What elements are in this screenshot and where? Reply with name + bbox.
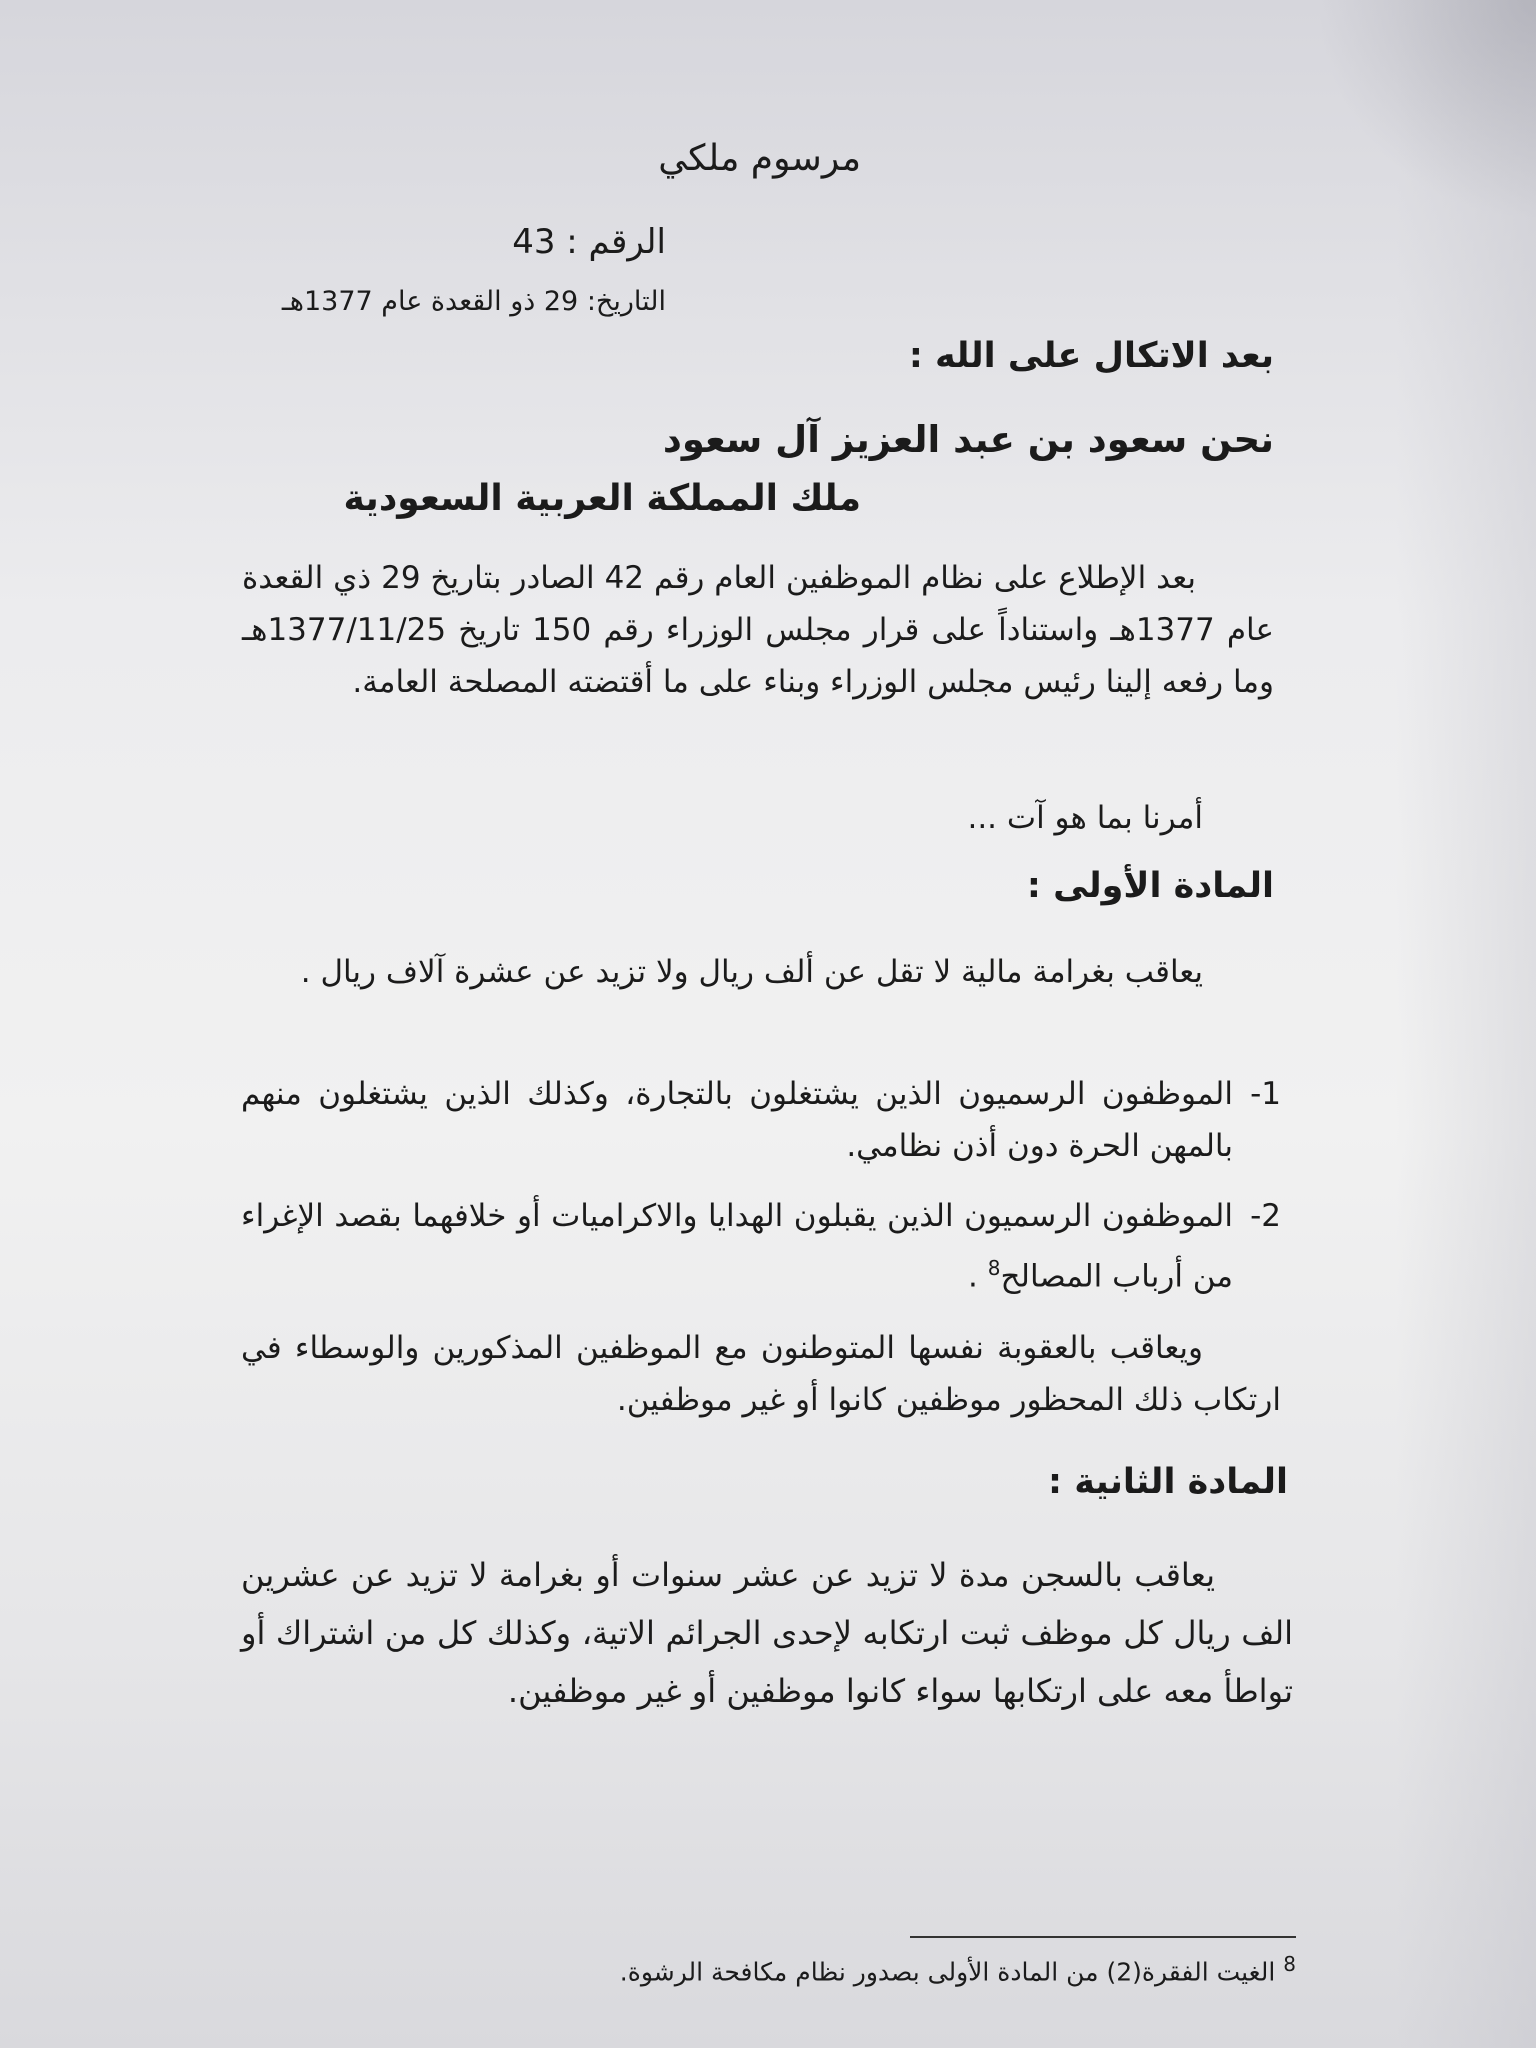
article-1-closing: ويعاقب بالعقوبة نفسها المتوطنون مع الموظفين المذكورين والوسطاء في ارتكاب ذلك المحظور موظفين كانوا أو غير موظفين.	[241, 1330, 1281, 1418]
article-2-text: يعاقب بالسجن مدة لا تزيد عن عشر سنوات أو بغرامة لا تزيد عن عشرين الف ريال كل موظف ثبت ارتكابه لإحدى الجرائم الاتية، وكذلك كل من اشتراك أو تواطأ معه على ارتكابها سواء كانوا موظفين أو غير موظفين.	[241, 1556, 1293, 1710]
article-1-intro: يعاقب بغرامة مالية لا تقل عن ألف ريال ولا تزيد عن عشرة آلاف ريال .	[300, 954, 1203, 990]
list-item-text-body: الموظفون الرسميون الذين يقبلون الهدايا والاكراميات أو خلافهما بقصد الإغراء من أرباب المصالح	[241, 1198, 1233, 1295]
list-item-number: 2-	[1250, 1198, 1281, 1234]
decree-title: مرسوم ملكي	[658, 138, 861, 179]
list-item-text: الموظفون الرسميون الذين يشتغلون بالتجارة، وكذلك الذين يشتغلون منهم بالمهن الحرة دون أذن نظامي.	[241, 1076, 1233, 1164]
king-line: نحن سعود بن عبد العزيز آل سعود	[662, 418, 1274, 461]
footnote-divider	[910, 1936, 1296, 1938]
footnote-mark: 8	[1283, 1952, 1296, 1976]
list-item-end-mark: .	[968, 1258, 978, 1295]
decree-number: الرقم : 43	[512, 222, 666, 262]
opening-line: بعد الاتكال على الله :	[908, 336, 1274, 376]
list-item-number: 1-	[1250, 1076, 1281, 1112]
kingdom-line: ملك المملكة العربية السعودية	[343, 478, 861, 519]
footnote-reference: 8	[987, 1256, 1001, 1280]
footnote-text: الغيت الفقرة(2) من المادة الأولى بصدور نظام مكافحة الرشوة.	[619, 1957, 1276, 1987]
preamble-paragraph: بعد الإطلاع على نظام الموظفين العام رقم 42 الصادر بتاريخ 29 ذي القعدة عام 1377هـ واستناداً على قرار مجلس الوزراء رقم 150 تاريخ 1377/11/25هـ وما رفعه إلينا رئيس مجلس الوزراء وبناء على ما أقتضته المصلحة العامة.	[242, 560, 1274, 700]
list-item-text	[241, 1190, 1233, 1302]
footnote	[620, 1952, 1296, 1986]
article-1-heading: المادة الأولى :	[1026, 866, 1274, 906]
decree-date: التاريخ: 29 ذو القعدة عام 1377هـ	[281, 286, 666, 317]
order-line: أمرنا بما هو آت ...	[967, 800, 1203, 836]
article-2-heading: المادة الثانية :	[1048, 1462, 1288, 1502]
